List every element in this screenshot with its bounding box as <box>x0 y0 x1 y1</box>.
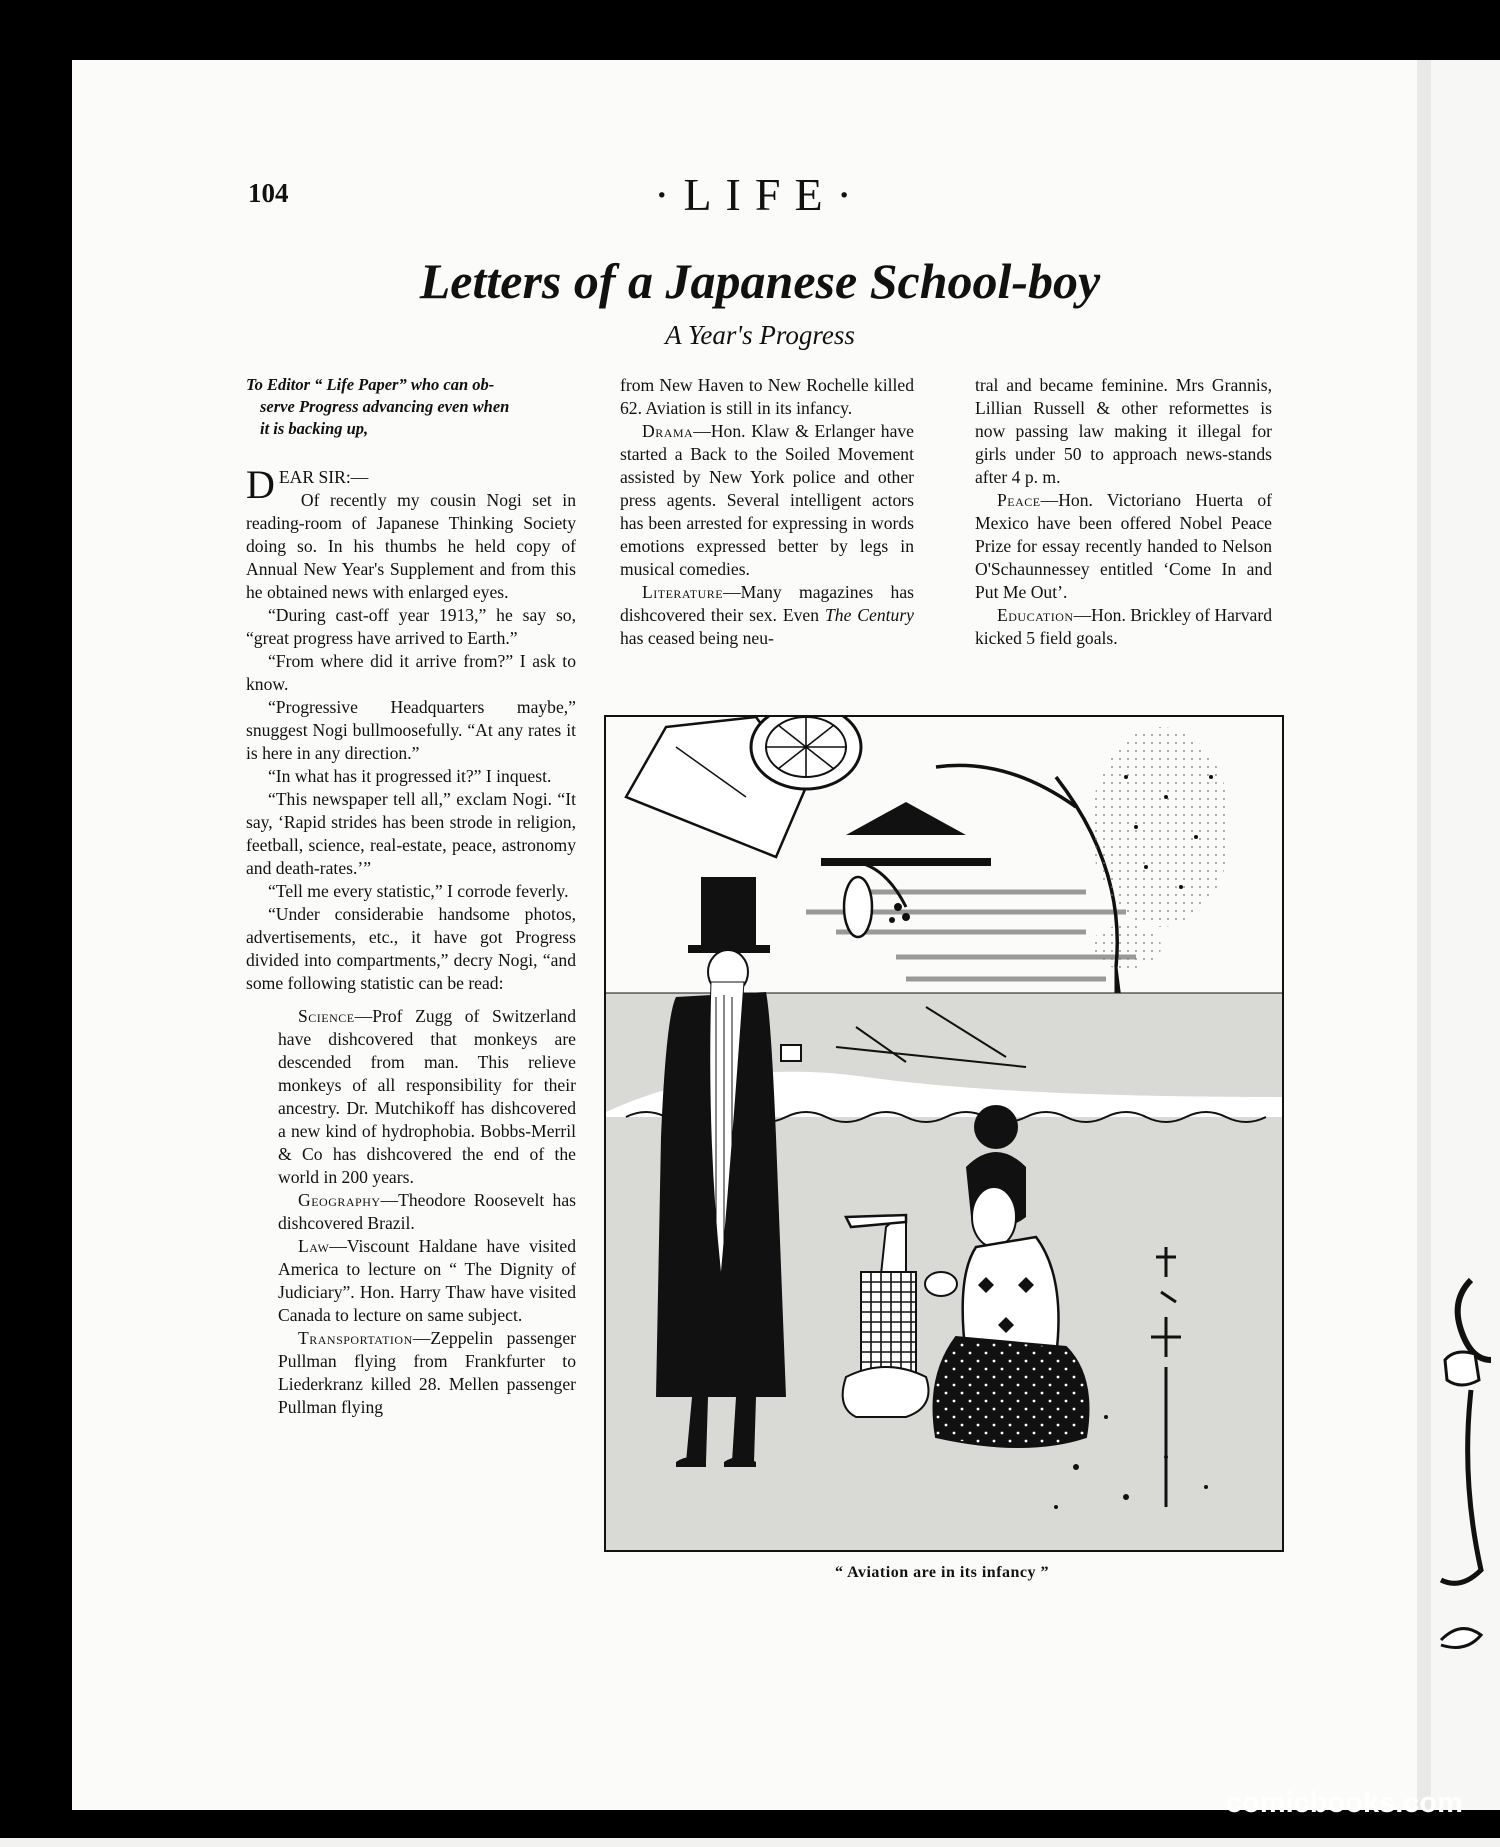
dedication: To Editor “ Life Paper” who can ob- serve Progress advancing even when it is backing up, <box>246 375 510 438</box>
drop-cap: D <box>246 462 275 507</box>
paragraph: “During cast-off year 1913,” he say so, “great progress have arrived to Earth.” <box>246 605 576 648</box>
paragraph: “From where did it arrive from?” I ask to know. <box>246 651 576 694</box>
paragraph: “This newspaper tell all,” exclam Nogi. “It say, ‘Rapid strides has been strode in religion, feetball, science, real-estate, peace, astronomy and death-rates.’” <box>246 789 576 878</box>
lemon-slice <box>751 717 861 789</box>
stat-drama: Drama—Hon. Klaw & Erlanger have started a Back to the Soiled Movement assisted by New York police and other press agents. Several intelligent actors has been arrested for expressing in words emotions expressed better by legs in musical comedies. <box>620 421 914 579</box>
page-number: 104 <box>248 178 289 208</box>
salutation: DEAR SIR:— <box>246 462 369 507</box>
paragraph: from New Haven to New Rochelle killed 62. Aviation is still in its infancy. <box>620 375 914 418</box>
cartoon-illustration <box>604 715 1284 1552</box>
article-subtitle: A Year's Progress <box>665 320 855 350</box>
article-title: Letters of a Japanese School-boy <box>419 253 1101 309</box>
mountain <box>846 802 966 835</box>
stat-science: Science—Prof Zugg of Switzerland have dishcovered that monkeys are descended from man. This relieve monkeys of all responsibility for their ancestry. Dr. Mutchikoff has dishcovered a new kind of hydrophobia. Bobbs-Merril & Co has dishcovered the end of the world in 200 years. <box>278 1006 576 1187</box>
paragraph: “Under considerabie handsome photos, advertisements, etc., it have got Progress divided into compartments,” decry Nogi, “and some following statistic can be read: <box>246 904 576 993</box>
under-page-sheet <box>0 1838 1500 1847</box>
watermark-logo: comicbooks.com <box>1226 1787 1463 1819</box>
text-column-2 <box>620 374 914 650</box>
tree-foliage <box>1091 727 1231 927</box>
text-column-1 <box>246 374 576 1419</box>
stat-law: Law—Viscount Haldane have visited America to lecture on “ The Dignity of Judiciary”. Hon. Harry Thaw have visited Canada to lecture on same subject. <box>278 1236 576 1325</box>
paragraph: Of recently my cousin Nogi set in reading-room of Japanese Thinking Society doing so. In his thumbs he held copy of Annual New Year's Supplement and from this he obtained news with enlarged eyes. <box>246 490 576 602</box>
stat-geography: Geography—Theodore Roosevelt has dishcovered Brazil. <box>278 1190 576 1233</box>
paragraph: “Tell me every statistic,” I corrode feverly. <box>268 881 569 901</box>
paragraph: tral and became feminine. Mrs Grannis, Lillian Russell & other reformettes is now passing law making it illegal for girls under 50 to approach news-stands after 4 p. m. <box>975 375 1272 487</box>
statistics-block <box>246 1005 576 1419</box>
stat-education: Education—Hon. Brickley of Harvard kicked 5 field goals. <box>975 605 1272 648</box>
paragraph: “Progressive Headquarters maybe,” snuggest Nogi bullmoosefully. “At any rates it is here in any direction.” <box>246 697 576 763</box>
stat-literature: Literature—Many magazines has dishcovered their sex. Even The Century has ceased being neu- <box>620 582 914 648</box>
page-edge <box>1417 60 1431 1810</box>
text-column-3 <box>975 374 1272 650</box>
paragraph: “In what has it progressed it?” I inquest. <box>268 766 552 786</box>
tree <box>936 765 1117 967</box>
adjacent-page-strip <box>1431 60 1500 1810</box>
masthead-title: ·LIFE· <box>654 169 866 220</box>
stat-peace: Peace—Hon. Victoriano Huerta of Mexico have been offered Nobel Peace Prize for essay recently handed to Nelson O'Schaunnessey entitled ‘Come In and Put Me Out’. <box>975 490 1272 602</box>
illustration-caption: “ Aviation are in its infancy ” <box>834 1564 1050 1581</box>
cartoon-drawing <box>606 717 1282 1550</box>
stat-transportation: Transportation—Zeppelin passenger Pullman flying from Frankfurter to Liederkranz killed 28. Mellen passenger Pullman flying <box>278 1328 576 1417</box>
adjacent-page-figure <box>1431 60 1500 1810</box>
